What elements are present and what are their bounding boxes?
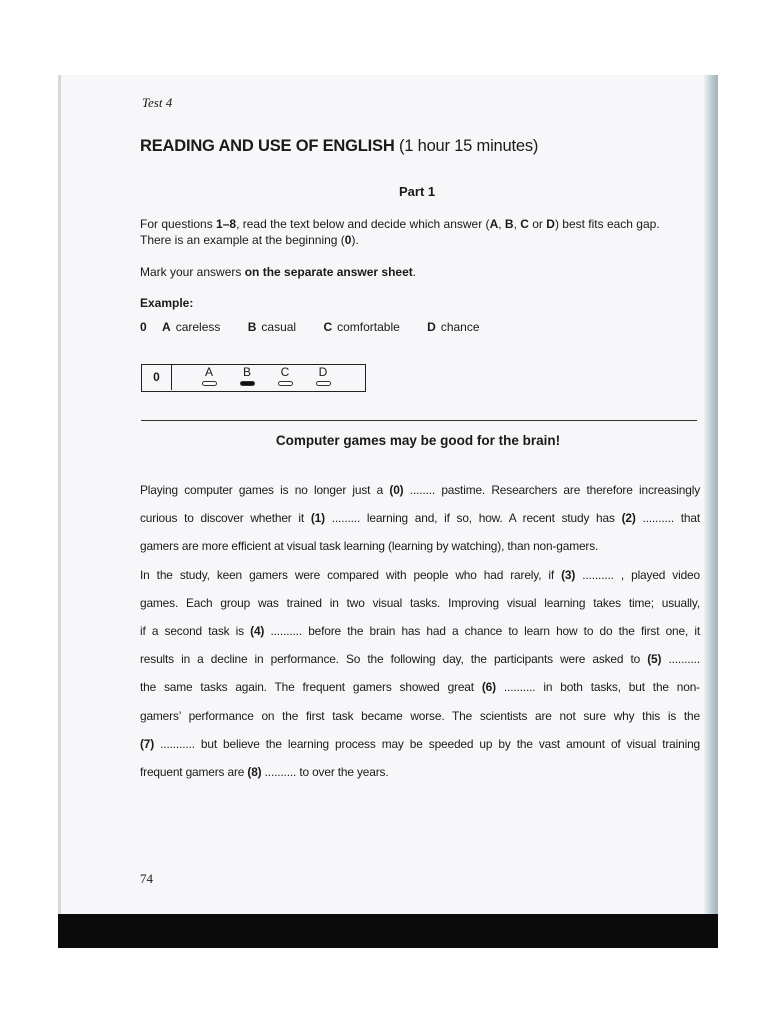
passage-line xyxy=(140,561,700,589)
passage-line xyxy=(140,617,700,645)
bold-run: (0) xyxy=(389,483,404,497)
text-run: ......... learning and, if so, how. A recent study has xyxy=(324,511,622,526)
text-run: For questions xyxy=(140,217,217,231)
text-run: .......... , played video xyxy=(575,567,700,582)
gapped-passage xyxy=(140,476,700,786)
text-run: , xyxy=(513,217,521,231)
page-gutter-shadow xyxy=(704,75,718,947)
text-run: games. Each group was trained in two visual tasks. Improving visual learning takes time; usually, xyxy=(140,595,700,610)
bold-run: (1) xyxy=(310,511,325,526)
page-left-edge xyxy=(58,75,61,915)
text-run: gamers are more efficient at visual task learning (learning by watching), than non-gamers. xyxy=(140,539,599,554)
text-run: curious to discover whether it xyxy=(140,511,311,526)
passage-line xyxy=(140,758,700,786)
running-head: Test 4 xyxy=(142,95,173,110)
text-run: .......... that xyxy=(635,511,701,526)
passage-line xyxy=(140,476,700,504)
bubble-d-mark xyxy=(316,381,331,386)
bold-run: (3) xyxy=(561,567,576,582)
example-option-a: A careless xyxy=(162,320,221,334)
answer-bubble-c: C xyxy=(275,366,295,386)
passage-line xyxy=(140,673,700,701)
passage-line xyxy=(140,730,700,758)
answer-grid-number: 0 xyxy=(142,365,172,390)
passage-line xyxy=(140,702,700,730)
text-run: .......... to over the years. xyxy=(261,764,389,779)
instruction-line xyxy=(140,232,660,248)
instruction-line xyxy=(140,216,660,232)
bubble-a-mark xyxy=(202,381,217,386)
example-answer-grid xyxy=(141,364,366,392)
answer-sheet-instruction xyxy=(140,264,416,280)
bold-run: 1–8 xyxy=(216,217,237,231)
text-run: .......... before the brain has had a chance to learn how to do the first one, it xyxy=(264,623,700,638)
divider-rule xyxy=(141,420,697,421)
example-option-b: B casual xyxy=(247,320,297,334)
bold-run: D xyxy=(546,217,555,231)
instructions xyxy=(140,216,660,248)
answer-bubble-d: D xyxy=(313,366,333,386)
bold-run: (6) xyxy=(481,680,496,695)
text-run: .......... xyxy=(661,652,700,667)
bubble-c-mark xyxy=(278,381,293,386)
example-label: Example: xyxy=(140,296,194,310)
passage-line xyxy=(140,532,700,560)
example-options xyxy=(140,320,504,334)
answer-bubble-b: B xyxy=(237,366,257,386)
text-run: , xyxy=(498,217,505,231)
bold-run: B xyxy=(504,217,514,231)
text-run: if a second task is xyxy=(140,623,251,638)
bold-run: (7) xyxy=(140,736,155,751)
section-duration: (1 hour 15 minutes) xyxy=(398,137,539,155)
bold-run: (2) xyxy=(621,511,636,526)
page-number: 74 xyxy=(140,871,153,886)
example-option-d: D chance xyxy=(427,320,480,334)
passage-line xyxy=(140,589,700,617)
bold-run: C xyxy=(520,217,529,231)
bold-run: on the separate answer sheet xyxy=(244,265,413,279)
scan-bottom-border xyxy=(58,914,718,948)
bold-run: 0 xyxy=(344,233,352,247)
text-run: ). xyxy=(351,233,359,247)
passage-line xyxy=(140,504,700,532)
text-run: There is an example at the beginning ( xyxy=(140,233,345,247)
text-run: gamers’ performance on the first task became worse. The scientists are not sure why this is the xyxy=(140,708,700,723)
text-run: . xyxy=(412,265,417,279)
text-run: results in a decline in performance. So the following day, the participants were asked to xyxy=(140,652,648,667)
bubble-b-mark xyxy=(240,381,255,386)
text-run: ........... but believe the learning process may be speeded up by the vast amount of visual training xyxy=(154,736,700,751)
bold-run: (8) xyxy=(247,764,262,779)
bold-run: (5) xyxy=(647,652,662,667)
example-option-c: C comfortable xyxy=(323,320,400,334)
answer-bubble-a: A xyxy=(199,366,219,386)
text-run: frequent gamers are xyxy=(140,764,248,779)
bold-run: A xyxy=(489,217,499,231)
bold-run: (4) xyxy=(250,623,265,638)
text-run: Mark your answers xyxy=(140,265,245,279)
example-number: 0 xyxy=(140,320,147,334)
text-run: ........ pastime. Researchers are therefore increasingly xyxy=(403,483,700,497)
text-run: In the study, keen gamers were compared with people who had rarely, if xyxy=(140,567,562,582)
section-title-bold: READING AND USE OF ENGLISH xyxy=(140,137,395,155)
text-run: , read the text below and decide which answer ( xyxy=(236,217,490,231)
part-heading: Part 1 xyxy=(399,184,436,199)
text-run: Playing computer games is no longer just a xyxy=(140,483,390,497)
text-run: or xyxy=(528,217,547,231)
section-title xyxy=(140,137,538,156)
text-title: Computer games may be good for the brain! xyxy=(275,433,561,448)
text-run: .......... in both tasks, but the non- xyxy=(495,680,700,695)
passage-line xyxy=(140,645,700,673)
text-run: the same tasks again. The frequent gamers showed great xyxy=(140,680,482,695)
text-run: ) best fits each gap. xyxy=(554,217,660,231)
